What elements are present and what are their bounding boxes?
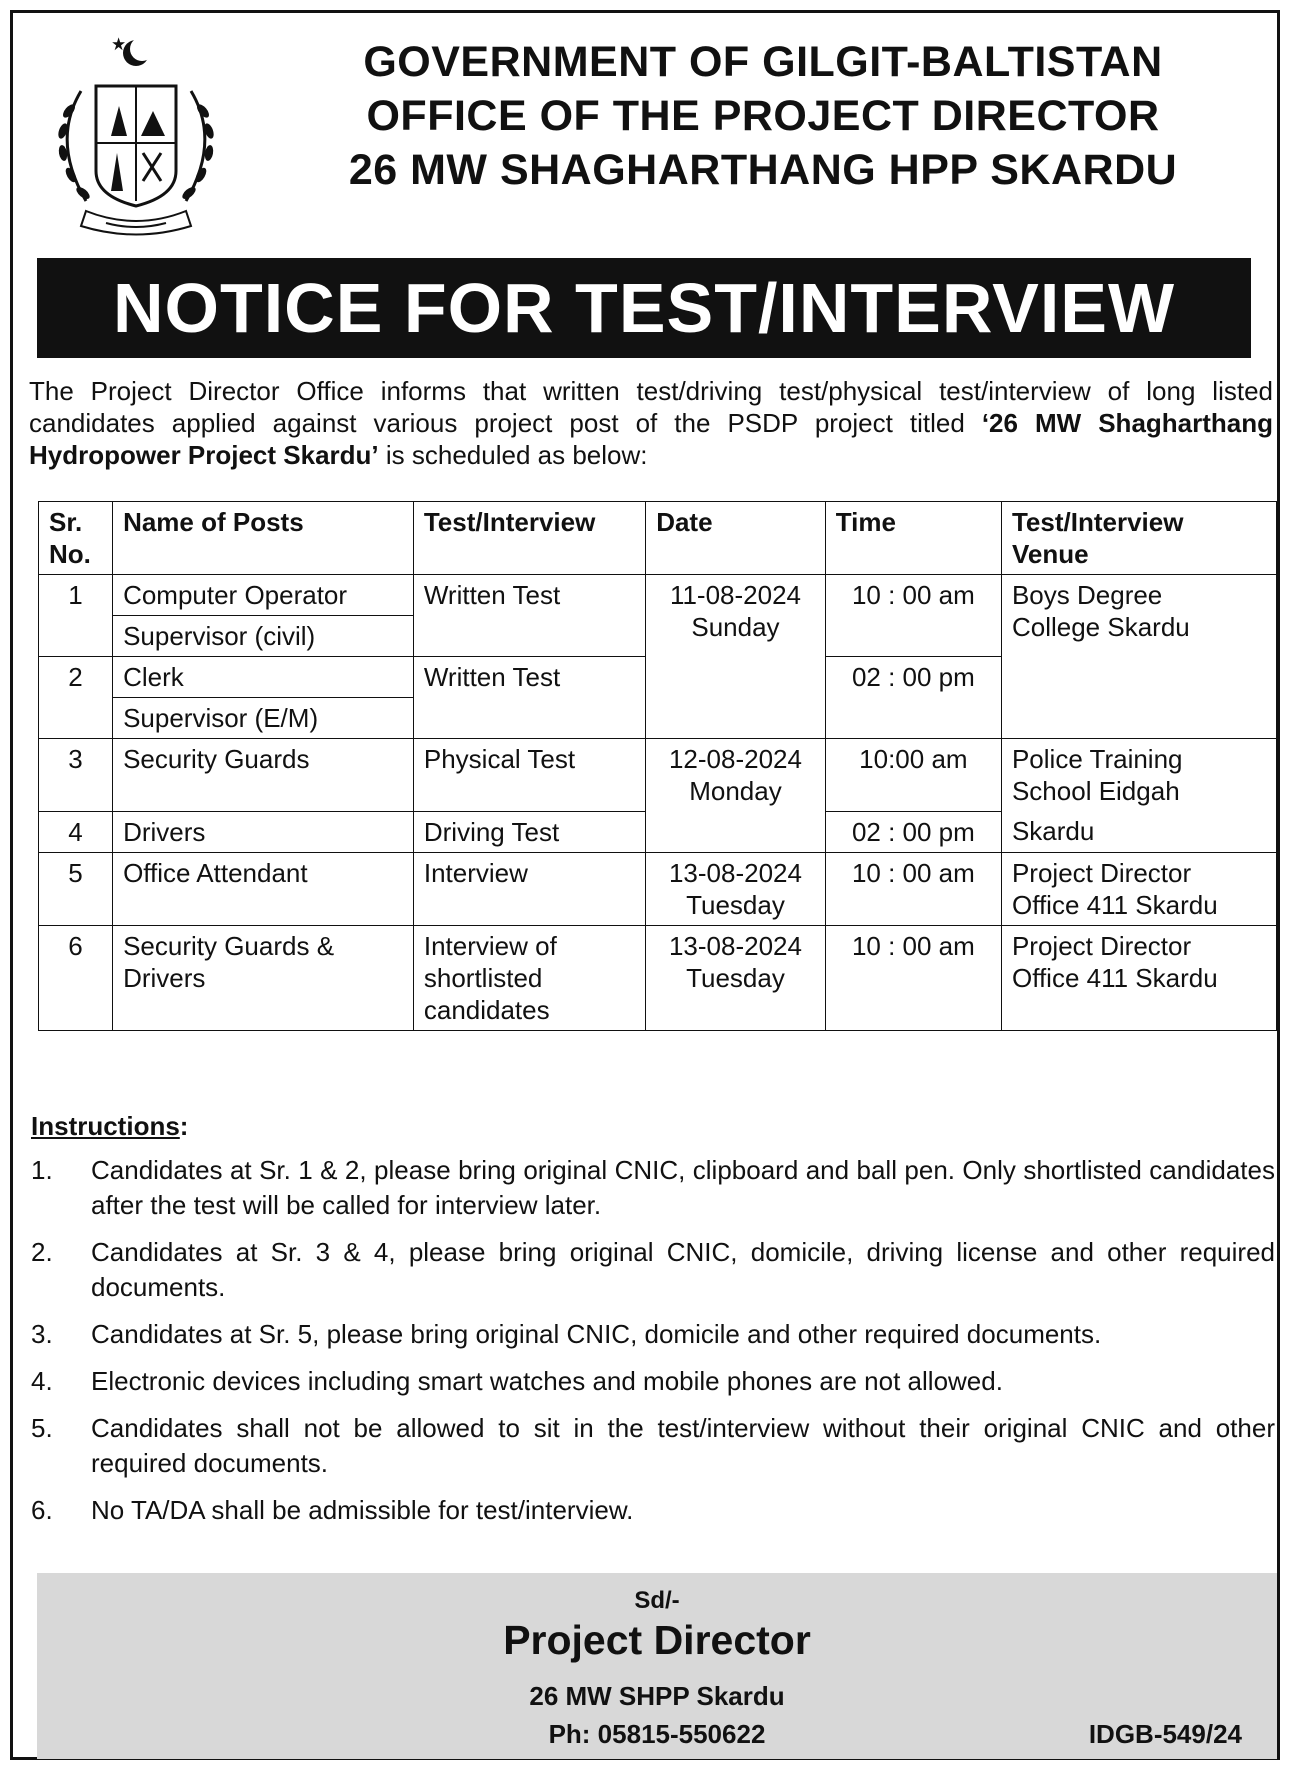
sr-cell: 4 bbox=[39, 811, 113, 852]
table-row bbox=[39, 925, 1277, 1030]
test-cell: Driving Test bbox=[413, 811, 645, 852]
list-item: 6. No TA/DA shall be admissible for test/interview. bbox=[31, 1495, 634, 1525]
time-cell: 02 : 00 pm bbox=[825, 811, 1001, 852]
heading-line-3: 26 MW SHAGHARTHANG HPP SKARDU bbox=[348, 146, 1178, 194]
post-cell: Security Guards bbox=[113, 739, 414, 812]
time-cell: 02 : 00 pm bbox=[825, 657, 1001, 739]
phone-number: Ph: 05815-550622 bbox=[548, 1719, 766, 1749]
list-item: 1. Candidates at Sr. 1 & 2, please bring original CNIC, clipboard and ball pen. Only shortlisted candidates after the test will be called for interview later. bbox=[31, 1155, 1275, 1220]
table-row bbox=[39, 739, 1277, 812]
heading-line-1: GOVERNMENT OF GILGIT-BALTISTAN bbox=[363, 38, 1163, 86]
list-item: 4. Electronic devices including smart watches and mobile phones are not allowed. bbox=[31, 1366, 1003, 1396]
table-row bbox=[39, 852, 1277, 925]
project-title: ‘26 MW Shagharthang Hydropower Project Skardu’ bbox=[29, 408, 1274, 470]
test-cell: Interview bbox=[413, 852, 645, 925]
header-date: Date bbox=[646, 502, 826, 575]
schedule-table bbox=[38, 501, 1277, 1031]
header-venue: Test/Interview Venue bbox=[1001, 502, 1276, 575]
post-cell: Clerk bbox=[113, 657, 414, 698]
reference-number: IDGB-549/24 bbox=[1088, 1719, 1242, 1749]
instructions-list bbox=[31, 1153, 1275, 1540]
header-sr: Sr. No. bbox=[39, 502, 113, 575]
signature-block bbox=[37, 1573, 1277, 1759]
post-cell: Supervisor (civil) bbox=[113, 616, 414, 657]
venue-cell: Project Director Office 411 Skardu bbox=[1001, 925, 1276, 1030]
post-cell: Computer Operator bbox=[113, 575, 414, 616]
notice-banner: NOTICE FOR TEST/INTERVIEW bbox=[37, 258, 1251, 358]
venue-cell: Police Training School Eidgah bbox=[1001, 739, 1276, 812]
date-cell: 11-08-2024 Sunday bbox=[646, 575, 826, 739]
venue-cell: Project Director Office 411 Skardu bbox=[1001, 852, 1276, 925]
date-cell: 13-08-2024 Tuesday bbox=[646, 852, 826, 925]
gilgit-baltistan-emblem-icon bbox=[41, 31, 231, 246]
sr-cell: 5 bbox=[39, 852, 113, 925]
table-header-row bbox=[39, 502, 1277, 575]
sr-cell: 6 bbox=[39, 925, 113, 1030]
list-item: 2. Candidates at Sr. 3 & 4, please bring original CNIC, domicile, driving license and other required documents. bbox=[31, 1237, 1275, 1302]
date-cell: 12-08-2024 Monday bbox=[646, 739, 826, 853]
intro-paragraph bbox=[29, 375, 1273, 471]
signatory-designation: Project Director bbox=[503, 1617, 811, 1663]
heading-line-2: OFFICE OF THE PROJECT DIRECTOR bbox=[366, 92, 1160, 140]
test-cell: Written Test bbox=[413, 575, 645, 657]
intro-tail: is scheduled as below: bbox=[378, 440, 648, 470]
time-cell: 10:00 am bbox=[825, 739, 1001, 812]
list-item: 5. Candidates shall not be allowed to sit in the test/interview without their original CNIC and other required documents. bbox=[31, 1413, 1275, 1478]
venue-cell: Boys Degree College Skardu bbox=[1001, 575, 1276, 739]
signed-mark: Sd/- bbox=[634, 1587, 680, 1614]
time-cell: 10 : 00 am bbox=[825, 575, 1001, 657]
signatory-office: 26 MW SHPP Skardu bbox=[529, 1681, 785, 1711]
venue-cell: Skardu bbox=[1001, 811, 1276, 852]
time-cell: 10 : 00 am bbox=[825, 852, 1001, 925]
post-cell: Security Guards & Drivers bbox=[113, 925, 414, 1030]
post-cell: Drivers bbox=[113, 811, 414, 852]
header bbox=[13, 13, 1277, 253]
header-post: Name of Posts bbox=[113, 502, 414, 575]
test-cell: Physical Test bbox=[413, 739, 645, 812]
list-item: 3. Candidates at Sr. 5, please bring original CNIC, domicile and other required documents. bbox=[31, 1319, 1102, 1349]
header-time: Time bbox=[825, 502, 1001, 575]
sr-cell: 2 bbox=[39, 657, 113, 739]
post-cell: Office Attendant bbox=[113, 852, 414, 925]
table-row bbox=[39, 575, 1277, 616]
date-cell: 13-08-2024 Tuesday bbox=[646, 925, 826, 1030]
sr-cell: 1 bbox=[39, 575, 113, 657]
header-test: Test/Interview bbox=[413, 502, 645, 575]
notice-page bbox=[10, 10, 1280, 1760]
time-cell: 10 : 00 am bbox=[825, 925, 1001, 1030]
sr-cell: 3 bbox=[39, 739, 113, 812]
office-heading bbox=[268, 35, 1258, 197]
intro-text: The Project Director Office informs that written test/driving test/physical test/interview of long listed candidates applied against various project post of the PSDP project titled bbox=[29, 376, 1273, 438]
post-cell: Supervisor (E/M) bbox=[113, 698, 414, 739]
test-cell: Interview of shortlisted candidates bbox=[413, 925, 645, 1030]
instructions-title: Instructions: bbox=[31, 1111, 189, 1141]
test-cell: Written Test bbox=[413, 657, 645, 739]
